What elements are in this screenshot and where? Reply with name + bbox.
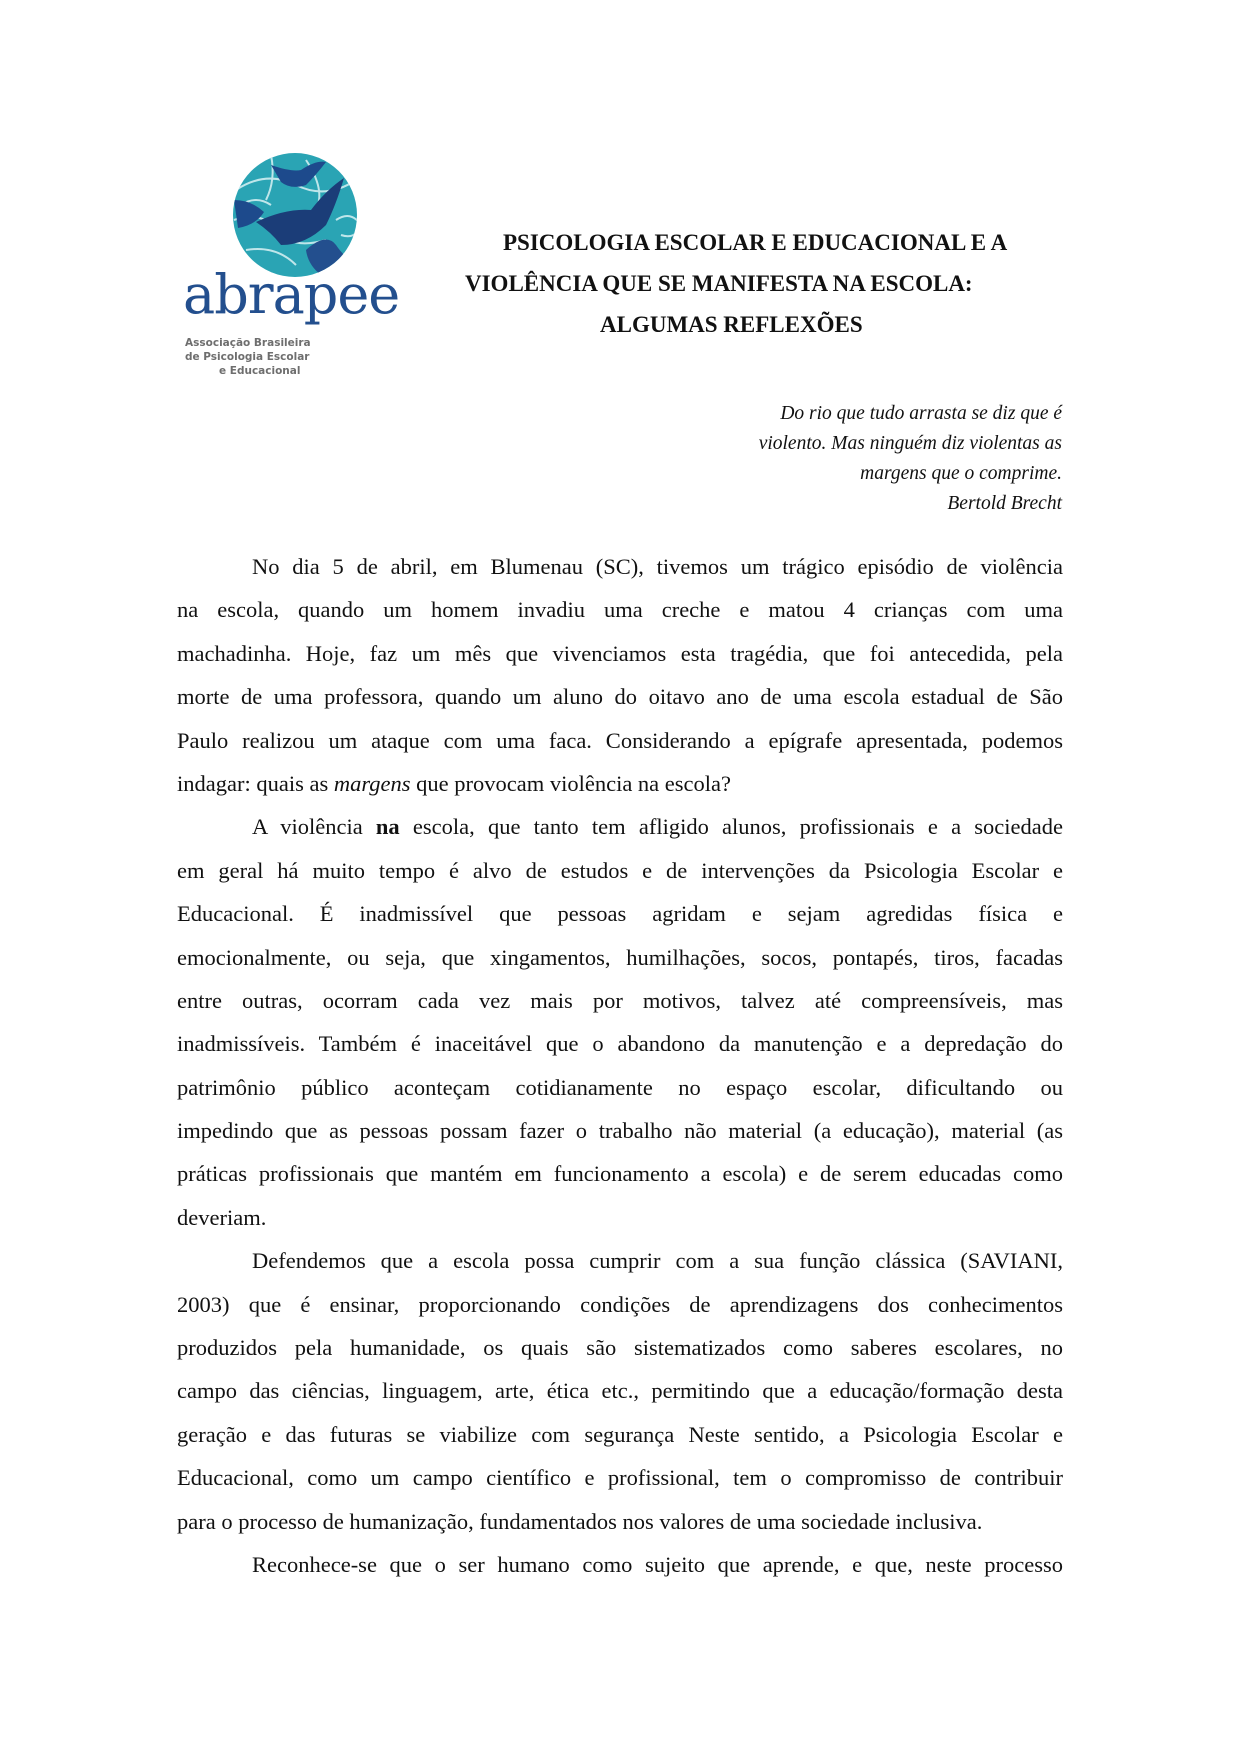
paragraph-line: [177, 762, 1063, 805]
paragraph-line: [177, 1152, 1063, 1195]
paragraph-line: [177, 1456, 1063, 1499]
text-run: A violência: [252, 814, 376, 840]
text-run: práticas profissionais que mantém em funcionamento a escola) e de serem educadas como: [177, 1161, 1063, 1187]
text-run: emocionalmente, ou seja, que xingamentos, humilhações, socos, pontapés, tiros, facadas: [177, 944, 1063, 970]
text-run: deveriam.: [177, 1204, 267, 1230]
title-line: ALGUMAS REFLEXÕES: [600, 312, 863, 337]
text-run: Educacional. É inadmissível que pessoas agridam e sejam agredidas física e: [177, 901, 1063, 927]
document-title: [440, 222, 1080, 345]
paragraph-line: [177, 892, 1063, 935]
text-run: No dia 5 de abril, em Blumenau (SC), tivemos um trágico episódio de violência: [252, 554, 1063, 579]
abrapee-logo: [176, 150, 400, 382]
logo-subtitle: [185, 336, 311, 378]
text-run: campo das ciências, linguagem, arte, ética etc., permitindo que a educação/formação desta: [177, 1378, 1063, 1404]
paragraph-line: [177, 1109, 1063, 1152]
paragraph-line: [177, 979, 1063, 1022]
paragraph-line: [177, 545, 1063, 588]
paragraph-line: [177, 719, 1063, 762]
text-run: Defendemos que a escola possa cumprir com a sua função clássica (SAVIANI,: [252, 1248, 1063, 1274]
text-run: patrimônio público aconteçam cotidianamente no espaço escolar, dificultando ou: [177, 1074, 1063, 1100]
text-run: 2003) que é ensinar, proporcionando condições de aprendizagens dos conhecimentos: [177, 1291, 1063, 1317]
italic-emphasis: margens: [333, 770, 411, 796]
logo-subtitle-line: de Psicologia Escolar: [185, 351, 310, 363]
epigraph-author: Bertold Brecht: [947, 493, 1062, 514]
text-run: machadinha. Hoje, faz um mês que vivenciamos esta tragédia, que foi antecedida, pela: [177, 640, 1063, 666]
paragraph-line: [177, 1022, 1063, 1065]
paragraph-line: [177, 1326, 1063, 1369]
paragraph-line: [177, 1239, 1063, 1282]
paragraph-line: [177, 849, 1063, 892]
paragraph-line: [177, 1369, 1063, 1412]
text-run: geração e das futuras se viabilize com segurança Neste sentido, a Psicologia Escolar e: [177, 1421, 1063, 1447]
logo-wordmark: abrapee: [183, 263, 400, 326]
text-run: escola, que tanto tem afligido alunos, profissionais e a sociedade: [399, 814, 1063, 840]
text-run: entre outras, ocorram cada vez mais por motivos, talvez até compreensíveis, mas: [177, 987, 1063, 1013]
text-run: para o processo de humanização, fundamentados nos valores de uma sociedade inclusiva.: [177, 1508, 983, 1534]
paragraph-line: [177, 805, 1063, 848]
title-line: PSICOLOGIA ESCOLAR E EDUCACIONAL E A: [503, 230, 1008, 255]
text-run: inadmissíveis. Também é inaceitável que o abandono da manutenção e a depredação do: [177, 1031, 1063, 1057]
text-run: morte de uma professora, quando um aluno do oitavo ano de uma escola estadual de São: [177, 684, 1063, 710]
logo-subtitle-line: Associação Brasileira: [185, 337, 311, 349]
epigraph: [759, 399, 1062, 519]
paragraph-line: [177, 936, 1063, 979]
logo-subtitle-line: e Educacional: [219, 365, 301, 377]
bold-emphasis: na: [375, 814, 400, 840]
text-run: Educacional, como um campo científico e profissional, tem o compromisso de contribuir: [177, 1465, 1063, 1491]
title-line: VIOLÊNCIA QUE SE MANIFESTA NA ESCOLA:: [465, 271, 973, 296]
epigraph-line: Do rio que tudo arrasta se diz que é: [780, 403, 1062, 424]
paragraph-line: [177, 1543, 1063, 1586]
text-run: impedindo que as pessoas possam fazer o trabalho não material (a educação), material (as: [177, 1118, 1063, 1144]
paragraph-line: [177, 1283, 1063, 1326]
paragraph-line: [177, 1066, 1063, 1109]
paragraph-line: [177, 632, 1063, 675]
body-paragraph: [177, 545, 1063, 805]
text-run: na escola, quando um homem invadiu uma creche e matou 4 crianças com uma: [177, 597, 1063, 623]
birds-circle-emblem-icon: [176, 150, 396, 280]
paragraph-line: [177, 588, 1063, 631]
paragraph-line: [177, 1196, 1063, 1239]
text-run: produzidos pela humanidade, os quais são sistematizados como saberes escolares, no: [177, 1335, 1063, 1361]
paragraph-line: [177, 1413, 1063, 1456]
body-paragraph: [177, 1239, 1063, 1543]
text-run: em geral há muito tempo é alvo de estudos e de intervenções da Psicologia Escolar e: [177, 857, 1063, 883]
epigraph-line: margens que o comprime.: [860, 463, 1062, 484]
text-run: que provocam violência na escola?: [410, 770, 731, 796]
text-run: Paulo realizou um ataque com uma faca. Considerando a epígrafe apresentada, podemos: [177, 727, 1063, 753]
paragraph-line: [177, 1500, 1063, 1543]
paragraph-line: [177, 675, 1063, 718]
text-run: Reconhece-se que o ser humano como sujeito que aprende, e que, neste processo: [252, 1551, 1063, 1577]
body-paragraph: [177, 1543, 1063, 1586]
body-text: [177, 545, 1063, 1586]
epigraph-line: violento. Mas ninguém diz violentas as: [758, 433, 1062, 454]
body-paragraph: [177, 805, 1063, 1239]
text-run: indagar: quais as: [177, 770, 334, 796]
